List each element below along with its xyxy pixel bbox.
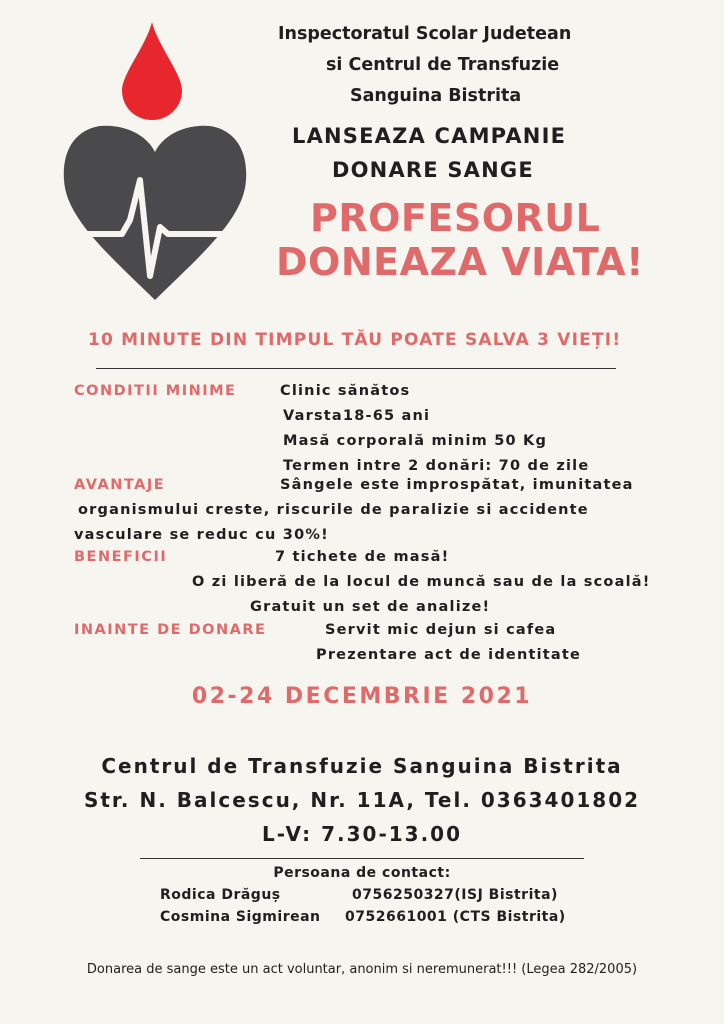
conditii-item: Termen intre 2 donări: 70 de zile — [283, 458, 590, 474]
avantaje-line: vasculare se reduc cu 30%! — [74, 527, 329, 543]
contact-name: Cosmina Sigmirean — [160, 909, 321, 925]
beneficii-item: Gratuit un set de analize! — [250, 599, 491, 615]
avantaje-line: organismului creste, riscurile de paralizie si accidente — [78, 502, 589, 518]
slogan-line-1: PROFESORUL — [310, 196, 601, 240]
footer-note: Donarea de sange este un act voluntar, anonim si neremunerat!!! (Legea 282/2005) — [86, 962, 638, 977]
beneficii-item: 7 tichete de masă! — [275, 549, 450, 565]
slogan-line-2: DONEAZA VIATA! — [276, 240, 644, 284]
contact-title: Persoana de contact: — [273, 865, 451, 881]
conditii-item: Clinic sănătos — [280, 383, 411, 399]
conditii-item: Masă corporală minim 50 Kg — [283, 433, 548, 449]
divider-top — [96, 368, 616, 369]
header-line-1: Inspectoratul Scolar Judetean — [278, 24, 572, 44]
contact-name: Rodica Drăguș — [160, 887, 281, 903]
header-line-3: Sanguina Bistrita — [350, 86, 522, 106]
inainte-item: Servit mic dejun si cafea — [325, 622, 557, 638]
heart-icon — [64, 126, 246, 300]
campaign-line-1: LANSEAZA CAMPANIE — [292, 124, 567, 148]
contact-phone: 0756250327(ISJ Bistrita) — [352, 887, 558, 903]
conditii-label: CONDITII MINIME — [74, 383, 237, 399]
avantaje-line: Sângele este improspătat, imunitatea — [280, 477, 634, 493]
inainte-item: Prezentare act de identitate — [316, 647, 582, 663]
conditii-item: Varsta18-65 ani — [283, 408, 431, 424]
campaign-line-2: DONARE SANGE — [332, 158, 534, 182]
blood-drop-heart-logo — [60, 22, 250, 304]
beneficii-label: BENEFICII — [74, 549, 168, 565]
center-name: Centrul de Transfuzie Sanguina Bistrita — [101, 754, 623, 778]
tagline: 10 MINUTE DIN TIMPUL TĂU POATE SALVA 3 VIEȚI! — [88, 330, 622, 350]
center-hours: L-V: 7.30-13.00 — [261, 822, 463, 846]
avantaje-label: AVANTAJE — [74, 477, 166, 493]
blood-drop-icon — [122, 22, 182, 120]
beneficii-item: O zi liberă de la locul de muncă sau de la scoală! — [192, 574, 651, 590]
contact-phone: 0752661001 (CTS Bistrita) — [345, 909, 566, 925]
center-address: Str. N. Balcescu, Nr. 11A, Tel. 0363401802 — [83, 788, 641, 812]
campaign-date: 02-24 DECEMBRIE 2021 — [191, 684, 533, 709]
divider-bottom — [140, 858, 584, 859]
inainte-label: INAINTE DE DONARE — [74, 622, 267, 638]
header-line-2: si Centrul de Transfuzie — [326, 55, 560, 75]
